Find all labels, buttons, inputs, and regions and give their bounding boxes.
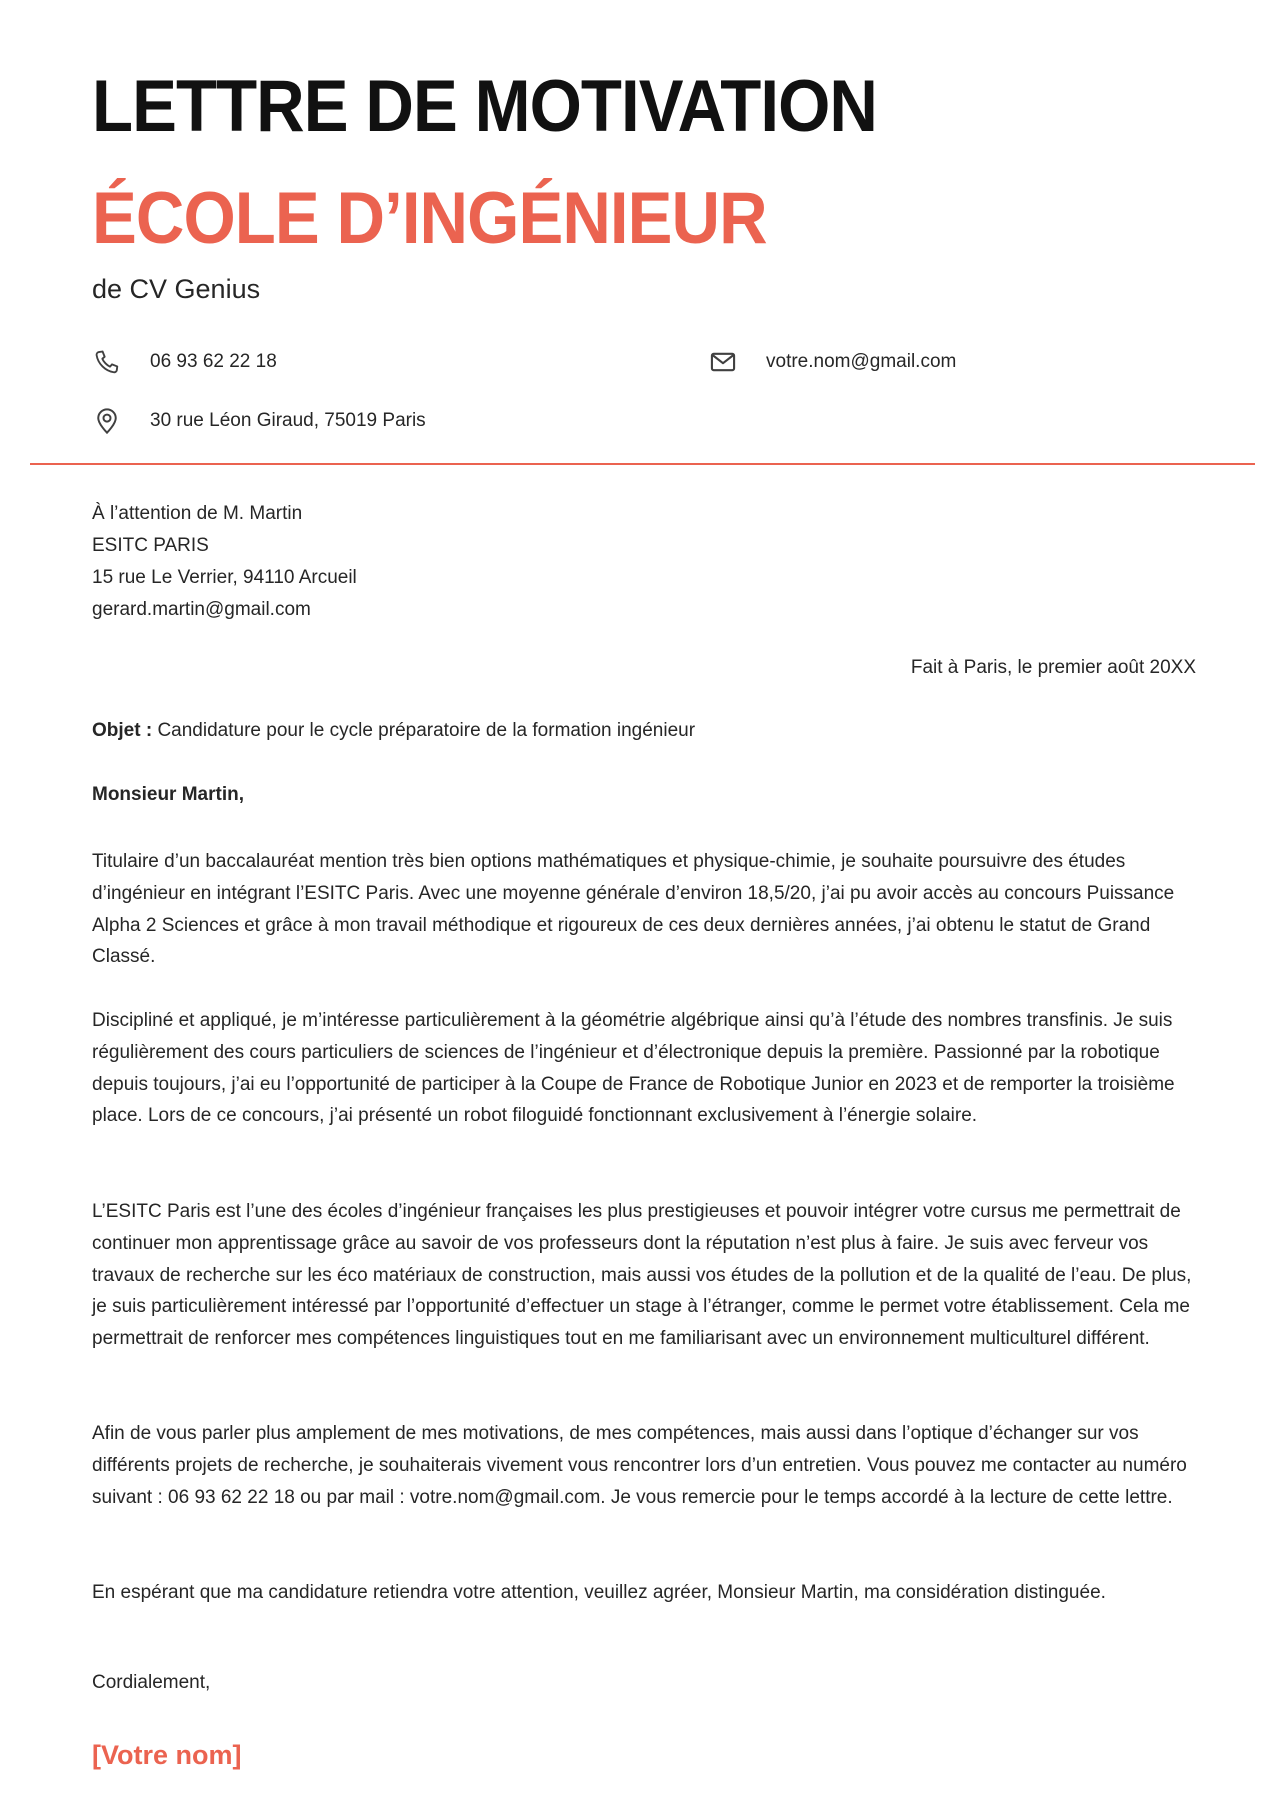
salutation: Monsieur Martin, [92,784,245,805]
recipient-address: 15 rue Le Verrier, 94110 Arcueil [92,567,357,588]
body-paragraph: En espérant que ma candidature retiendra votre attention, veuillez agréer, Monsieur Martin, ma considération distinguée. [92,1582,1106,1603]
recipient-block [92,498,357,626]
contact-email-value[interactable]: votre.nom@gmail.com [766,351,957,372]
recipient-organization: ESITC PARIS [92,535,209,556]
contact-phone-value[interactable]: 06 93 62 22 18 [150,351,277,372]
body-paragraph: Discipliné et appliqué, je m’intéresse particulièrement à la géométrie algébrique ainsi qu’à l’étude des nombres transfinis. Je suis régulièrement des cours particuliers de sciences de l’ingénieur et d’électronique depuis la première. Passionné par la robotique depuis toujours, j’ai eu l’opportunité de participer à la Coupe de France de Robotique Junior en 2023 et de remporter la troisième place. Lors de ce concours, j’ai présenté un robot filoguidé fonctionnant exclusivement à l’énergie solaire. [92,1010,1175,1127]
document-title: LETTRE DE MOTIVATION [92,66,878,147]
subject-text: Candidature pour le cycle préparatoire de la formation ingénieur [152,720,696,741]
contact-address-value: 30 rue Léon Giraud, 75019 Paris [150,410,426,431]
body-paragraph: Titulaire d’un baccalauréat mention très bien options mathématiques et physique-chimie, je souhaite poursuivre des études d’ingénieur en intégrant l’ESITC Paris. Avec une moyenne générale d’environ 18,5/20, j’ai pu avoir accès au concours Puissance Alpha 2 Sciences et grâce à mon travail méthodique et rigoureux de ces deux dernières années, j’ai obtenu le statut de Grand Classé. [92,851,1175,968]
signature: [Votre nom] [92,1740,242,1770]
closing: Cordialement, [92,1672,211,1693]
contact-phone [92,347,277,377]
document-title-accent: ÉCOLE D’INGÉNIEUR [92,178,767,259]
body-paragraph: Afin de vous parler plus amplement de mes motivations, de mes compétences, mais aussi dans l’optique d’échanger sur vos différents projets de recherche, je souhaiterais vivement vous rencontrer lors d’un entretien. Vous pouvez me contacter au numéro suivant : 06 93 62 22 18 ou par mail : votre.nom@gmail.com. Je vous remercie pour le temps accordé à la lecture de cette lettre. [92,1423,1187,1508]
envelope-icon [708,347,738,377]
contact-address [92,406,426,436]
letter-date: Fait à Paris, le premier août 20XX [910,657,1196,678]
subject-label: Objet : [92,720,153,741]
contact-email [708,347,956,377]
body-paragraph: L’ESITC Paris est l’une des écoles d’ingénieur françaises les plus prestigieuses et pouvoir intégrer votre cursus me permettrait de continuer mon apprentissage grâce au savoir de vos professeurs dont la réputation n’est plus à faire. Je suis avec ferveur vos travaux de recherche sur les éco matériaux de construction, mais aussi vos études de la pollution et de la qualité de l’eau. De plus, je suis particulièrement intéressé par l’opportunité d’effectuer un stage à l’étranger, comme le permet votre établissement. Cela me permettrait de renforcer mes compétences linguistiques tout en me familiarisant avec un environnement multiculturel différent. [92,1201,1192,1350]
location-pin-icon [92,406,122,436]
phone-icon [92,347,122,377]
recipient-attention: À l’attention de M. Martin [92,503,303,524]
letter-subject [92,720,695,742]
document-subtitle: de CV Genius [92,274,261,304]
header-divider [30,463,1255,465]
recipient-email[interactable]: gerard.martin@gmail.com [92,599,311,620]
